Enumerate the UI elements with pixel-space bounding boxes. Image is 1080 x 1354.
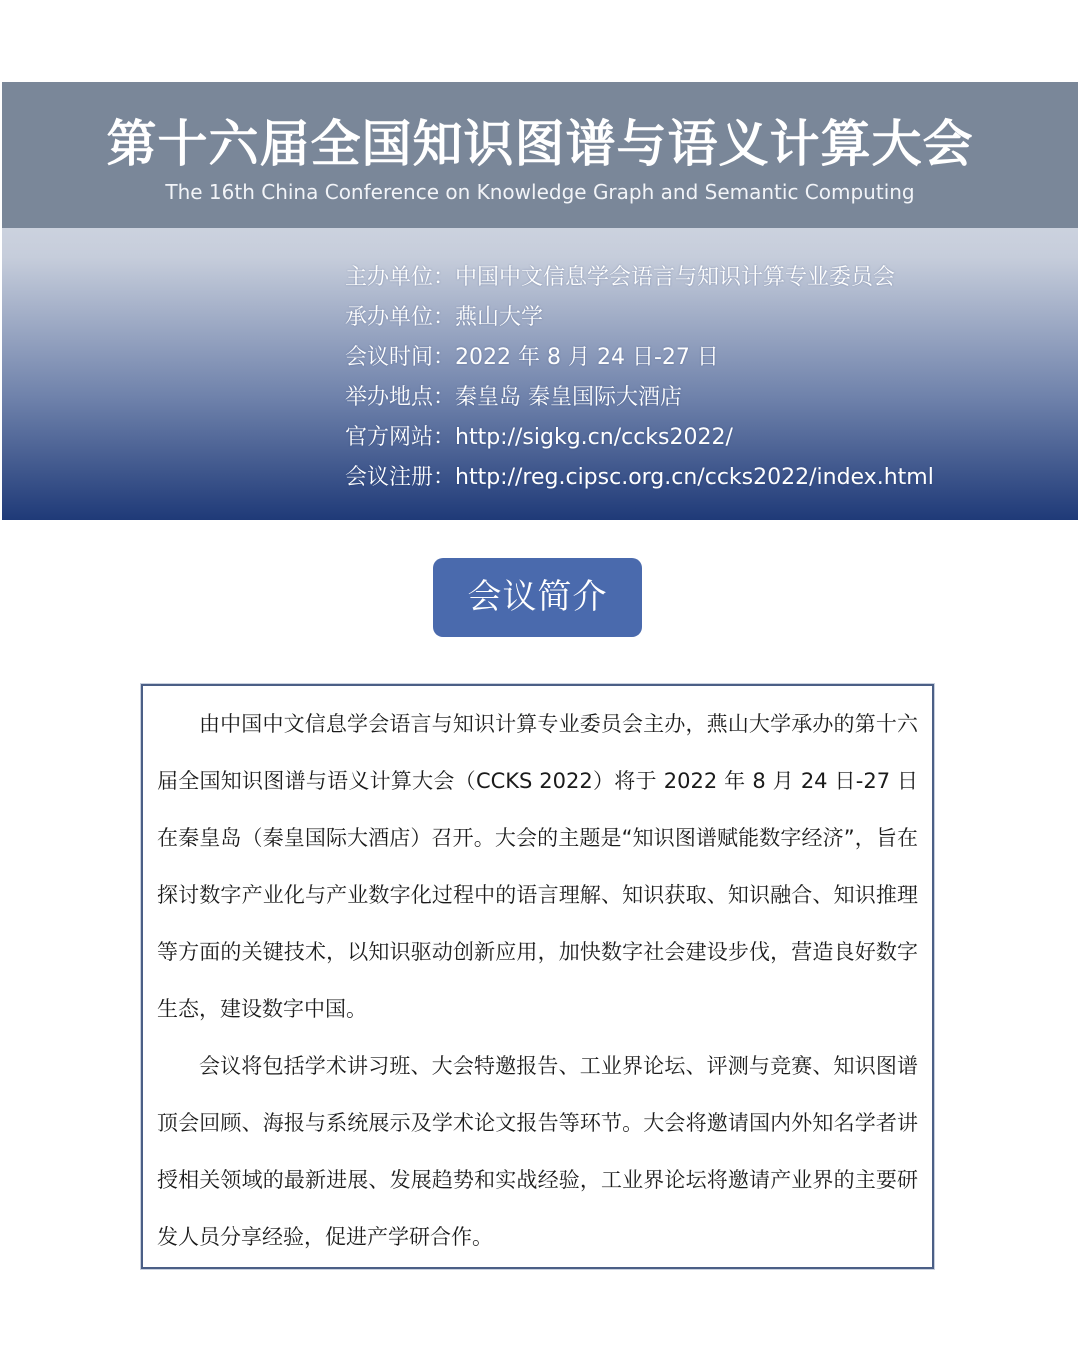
conference-subtitle: The 16th China Conference on Knowledge Graph and Semantic Computing: [165, 180, 915, 204]
info-value: 2022 年 8 月 24 日-27 日: [455, 345, 719, 370]
intro-paragraph-1: 由中国中文信息学会语言与知识计算专业委员会主办，燕山大学承办的第十六届全国知识图谱与语义计算大会（CCKS 2022）将于 2022 年 8 月 24 日-27 日在秦皇岛（秦皇国际大酒店）召开。大会的主题是“知识图谱赋能数字经济”，旨在探讨数字产业化与产业数字化过程中的语言理解、知识获取、知识融合、知识推理等方面的关键技术，以知识驱动创新应用，加快数字社会建设步伐，营造良好数字生态，建设数字中国。: [157, 712, 918, 1021]
info-label: 会议注册：: [345, 465, 456, 490]
info-label: 官方网站：: [345, 425, 456, 450]
registration-link[interactable]: http://reg.cipsc.org.cn/ccks2022/index.html: [455, 465, 934, 490]
intro-content-box: [141, 684, 934, 1269]
info-label: 举办地点：: [345, 385, 456, 410]
header-banner: [2, 82, 1078, 520]
conference-title: 第十六届全国知识图谱与语义计算大会: [106, 115, 974, 173]
info-value: 中国中文信息学会语言与知识计算专业委员会: [455, 265, 896, 290]
section-intro-button[interactable]: 会议简介: [433, 558, 642, 637]
info-row-host: [345, 298, 934, 338]
intro-paragraph-2: 会议将包括学术讲习班、大会特邀报告、工业界论坛、评测与竞赛、知识图谱顶会回顾、海报与系统展示及学术论文报告等环节。大会将邀请国内外知名学者讲授相关领域的最新进展、发展趋势和实战经验，工业界论坛将邀请产业界的主要研发人员分享经验，促进产学研合作。: [157, 1054, 918, 1249]
info-label: 承办单位：: [345, 305, 456, 330]
title-band: [2, 82, 1078, 228]
info-row-website[interactable]: [345, 418, 934, 458]
info-row-organizer: [345, 258, 934, 298]
info-label: 主办单位：: [345, 265, 456, 290]
info-row-date: [345, 338, 934, 378]
website-link[interactable]: http://sigkg.cn/ccks2022/: [455, 425, 733, 450]
conference-info: [345, 258, 934, 498]
info-value: 秦皇岛 秦皇国际大酒店: [455, 385, 683, 410]
info-label: 会议时间：: [345, 345, 456, 370]
info-row-registration[interactable]: [345, 458, 934, 498]
info-value: 燕山大学: [455, 305, 544, 330]
info-row-venue: [345, 378, 934, 418]
